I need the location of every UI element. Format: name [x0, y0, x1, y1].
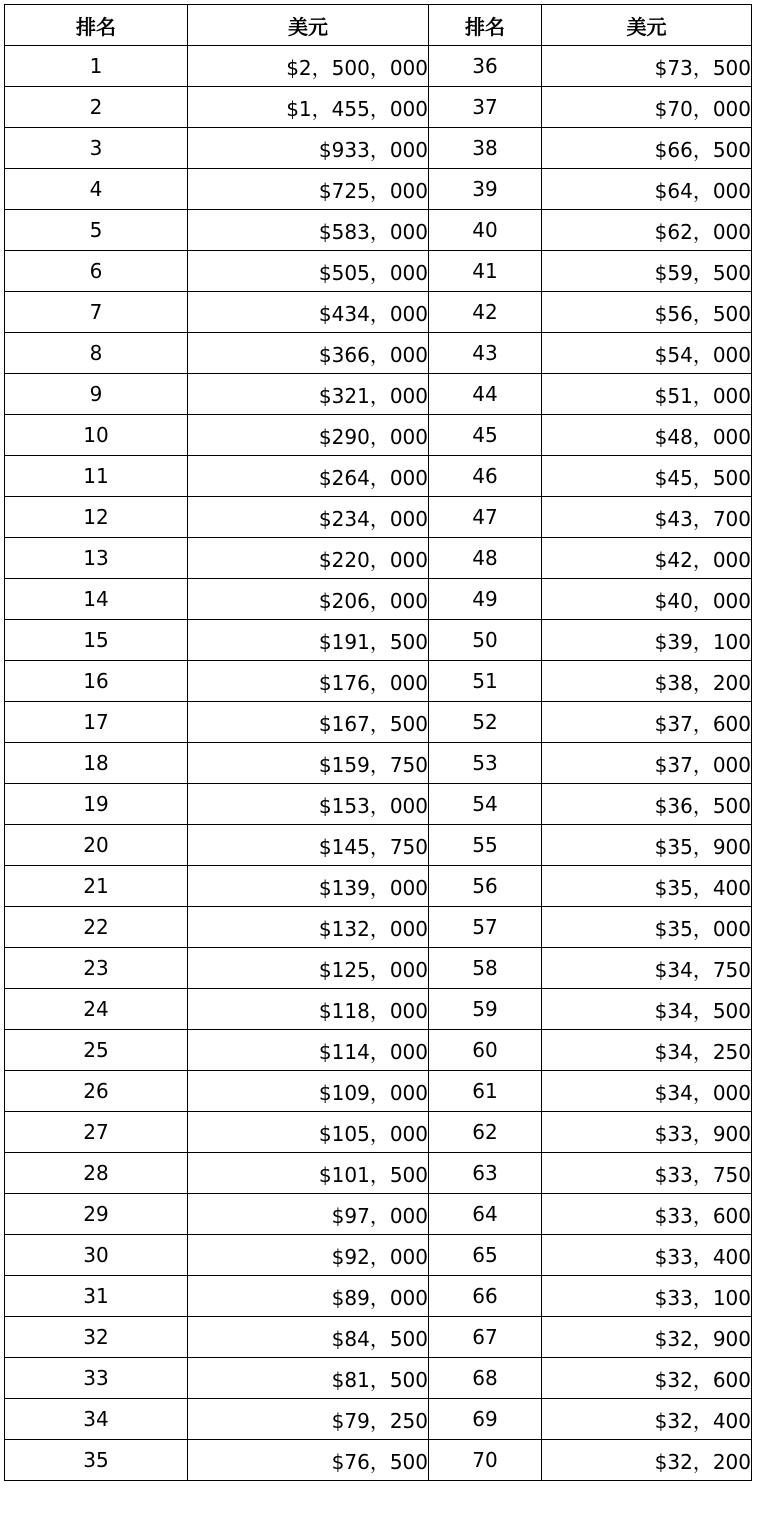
table-row [5, 702, 752, 743]
amount-cell-right: $32，400 [542, 1399, 752, 1440]
amount-cell-right: $34，250 [542, 1030, 752, 1071]
amount-cell-right: $33，750 [542, 1153, 752, 1194]
amount-cell-left: $321，000 [188, 374, 429, 415]
amount-cell-left: $145，750 [188, 825, 429, 866]
amount-cell-right: $35，400 [542, 866, 752, 907]
amount-cell-left: $2，500，000 [188, 46, 429, 87]
rank-cell-left: 17 [5, 702, 188, 743]
rank-cell-right: 42 [429, 292, 542, 333]
table-row [5, 743, 752, 784]
amount-cell-left: $81，500 [188, 1358, 429, 1399]
rank-cell-right: 54 [429, 784, 542, 825]
rank-cell-left: 18 [5, 743, 188, 784]
amount-cell-left: $234，000 [188, 497, 429, 538]
amount-cell-left: $97，000 [188, 1194, 429, 1235]
prize-table [4, 4, 752, 1481]
rank-cell-left: 4 [5, 169, 188, 210]
table-row [5, 333, 752, 374]
rank-cell-right: 63 [429, 1153, 542, 1194]
amount-cell-left: $725，000 [188, 169, 429, 210]
rank-cell-right: 56 [429, 866, 542, 907]
rank-cell-left: 6 [5, 251, 188, 292]
rank-cell-right: 59 [429, 989, 542, 1030]
table-row [5, 825, 752, 866]
table-row [5, 1071, 752, 1112]
amount-cell-right: $37，600 [542, 702, 752, 743]
header-row [5, 5, 752, 46]
rank-cell-right: 37 [429, 87, 542, 128]
rank-cell-left: 15 [5, 620, 188, 661]
rank-cell-left: 26 [5, 1071, 188, 1112]
table-row [5, 1030, 752, 1071]
amount-cell-left: $118，000 [188, 989, 429, 1030]
amount-cell-right: $62，000 [542, 210, 752, 251]
table-row [5, 1276, 752, 1317]
rank-cell-left: 16 [5, 661, 188, 702]
rank-cell-right: 36 [429, 46, 542, 87]
rank-cell-right: 45 [429, 415, 542, 456]
table-row [5, 1399, 752, 1440]
rank-cell-right: 65 [429, 1235, 542, 1276]
amount-cell-left: $84，500 [188, 1317, 429, 1358]
rank-cell-right: 43 [429, 333, 542, 374]
rank-cell-right: 66 [429, 1276, 542, 1317]
amount-cell-right: $45，500 [542, 456, 752, 497]
amount-cell-right: $32，200 [542, 1440, 752, 1481]
table-header [5, 5, 752, 46]
rank-cell-left: 3 [5, 128, 188, 169]
table-row [5, 948, 752, 989]
rank-cell-right: 50 [429, 620, 542, 661]
rank-cell-left: 19 [5, 784, 188, 825]
rank-cell-right: 51 [429, 661, 542, 702]
amount-cell-right: $59，500 [542, 251, 752, 292]
table-row [5, 661, 752, 702]
rank-cell-left: 11 [5, 456, 188, 497]
amount-cell-left: $153，000 [188, 784, 429, 825]
table-row [5, 1317, 752, 1358]
table-row [5, 292, 752, 333]
table-row [5, 169, 752, 210]
amount-cell-left: $290，000 [188, 415, 429, 456]
amount-cell-left: $76，500 [188, 1440, 429, 1481]
amount-cell-left: $92，000 [188, 1235, 429, 1276]
amount-header-left: 美元 [188, 5, 429, 46]
amount-cell-left: $79，250 [188, 1399, 429, 1440]
amount-cell-left: $206，000 [188, 579, 429, 620]
amount-cell-left: $366，000 [188, 333, 429, 374]
rank-cell-right: 70 [429, 1440, 542, 1481]
rank-cell-left: 14 [5, 579, 188, 620]
rank-cell-left: 20 [5, 825, 188, 866]
rank-cell-right: 58 [429, 948, 542, 989]
amount-cell-right: $73，500 [542, 46, 752, 87]
amount-cell-right: $34，750 [542, 948, 752, 989]
rank-cell-right: 67 [429, 1317, 542, 1358]
table-row [5, 415, 752, 456]
table-row [5, 1358, 752, 1399]
rank-cell-left: 23 [5, 948, 188, 989]
rank-cell-right: 53 [429, 743, 542, 784]
amount-cell-left: $159，750 [188, 743, 429, 784]
rank-cell-right: 68 [429, 1358, 542, 1399]
rank-cell-right: 69 [429, 1399, 542, 1440]
rank-cell-right: 52 [429, 702, 542, 743]
amount-cell-left: $101，500 [188, 1153, 429, 1194]
amount-cell-right: $34，000 [542, 1071, 752, 1112]
table-row [5, 1112, 752, 1153]
amount-cell-right: $38，200 [542, 661, 752, 702]
amount-cell-right: $32，600 [542, 1358, 752, 1399]
amount-cell-left: $1，455，000 [188, 87, 429, 128]
amount-cell-left: $434，000 [188, 292, 429, 333]
rank-cell-left: 5 [5, 210, 188, 251]
amount-cell-left: $132，000 [188, 907, 429, 948]
table-row [5, 538, 752, 579]
amount-cell-right: $37，000 [542, 743, 752, 784]
amount-cell-right: $36，500 [542, 784, 752, 825]
amount-cell-left: $583，000 [188, 210, 429, 251]
rank-cell-right: 41 [429, 251, 542, 292]
table-row [5, 907, 752, 948]
amount-cell-right: $51，000 [542, 374, 752, 415]
table-row [5, 866, 752, 907]
table-row [5, 1153, 752, 1194]
amount-cell-right: $33，100 [542, 1276, 752, 1317]
rank-cell-left: 13 [5, 538, 188, 579]
amount-cell-left: $264，000 [188, 456, 429, 497]
rank-cell-right: 64 [429, 1194, 542, 1235]
table-row [5, 620, 752, 661]
rank-cell-left: 2 [5, 87, 188, 128]
amount-cell-right: $40，000 [542, 579, 752, 620]
table-body [5, 46, 752, 1481]
table-row [5, 128, 752, 169]
amount-cell-right: $39，100 [542, 620, 752, 661]
table-row [5, 989, 752, 1030]
amount-cell-right: $42，000 [542, 538, 752, 579]
rank-cell-left: 24 [5, 989, 188, 1030]
amount-cell-left: $505，000 [188, 251, 429, 292]
rank-cell-left: 12 [5, 497, 188, 538]
rank-cell-right: 61 [429, 1071, 542, 1112]
table-row [5, 456, 752, 497]
rank-cell-left: 34 [5, 1399, 188, 1440]
rank-cell-right: 47 [429, 497, 542, 538]
rank-cell-left: 29 [5, 1194, 188, 1235]
rank-cell-left: 33 [5, 1358, 188, 1399]
amount-cell-right: $33，900 [542, 1112, 752, 1153]
amount-cell-right: $33，600 [542, 1194, 752, 1235]
rank-header-left: 排名 [5, 5, 188, 46]
rank-cell-right: 44 [429, 374, 542, 415]
table-row [5, 579, 752, 620]
amount-cell-right: $33，400 [542, 1235, 752, 1276]
rank-cell-right: 49 [429, 579, 542, 620]
rank-cell-left: 21 [5, 866, 188, 907]
rank-cell-left: 9 [5, 374, 188, 415]
amount-cell-left: $125，000 [188, 948, 429, 989]
amount-cell-left: $167，500 [188, 702, 429, 743]
rank-cell-right: 62 [429, 1112, 542, 1153]
rank-cell-left: 30 [5, 1235, 188, 1276]
rank-cell-left: 28 [5, 1153, 188, 1194]
amount-cell-right: $54，000 [542, 333, 752, 374]
amount-cell-left: $933，000 [188, 128, 429, 169]
table-row [5, 1194, 752, 1235]
rank-cell-left: 31 [5, 1276, 188, 1317]
rank-cell-left: 35 [5, 1440, 188, 1481]
table-row [5, 784, 752, 825]
table-row [5, 1440, 752, 1481]
table-row [5, 87, 752, 128]
rank-cell-right: 40 [429, 210, 542, 251]
rank-cell-left: 25 [5, 1030, 188, 1071]
table-row [5, 497, 752, 538]
rank-cell-right: 39 [429, 169, 542, 210]
amount-cell-right: $66，500 [542, 128, 752, 169]
rank-cell-left: 8 [5, 333, 188, 374]
amount-cell-left: $176，000 [188, 661, 429, 702]
amount-cell-left: $191，500 [188, 620, 429, 661]
amount-cell-right: $35，000 [542, 907, 752, 948]
amount-cell-left: $139，000 [188, 866, 429, 907]
table-row [5, 251, 752, 292]
rank-cell-left: 22 [5, 907, 188, 948]
amount-cell-right: $48，000 [542, 415, 752, 456]
rank-header-right: 排名 [429, 5, 542, 46]
amount-cell-right: $32，900 [542, 1317, 752, 1358]
table-row [5, 210, 752, 251]
amount-cell-right: $70，000 [542, 87, 752, 128]
amount-cell-right: $35，900 [542, 825, 752, 866]
rank-cell-left: 10 [5, 415, 188, 456]
rank-cell-left: 27 [5, 1112, 188, 1153]
table-row [5, 374, 752, 415]
rank-cell-right: 57 [429, 907, 542, 948]
table-row [5, 1235, 752, 1276]
amount-cell-left: $109，000 [188, 1071, 429, 1112]
amount-cell-left: $105，000 [188, 1112, 429, 1153]
table-row [5, 46, 752, 87]
rank-cell-right: 48 [429, 538, 542, 579]
amount-header-right: 美元 [542, 5, 752, 46]
rank-cell-left: 7 [5, 292, 188, 333]
amount-cell-right: $64，000 [542, 169, 752, 210]
rank-cell-right: 38 [429, 128, 542, 169]
rank-cell-right: 60 [429, 1030, 542, 1071]
amount-cell-left: $89，000 [188, 1276, 429, 1317]
amount-cell-right: $43，700 [542, 497, 752, 538]
rank-cell-right: 46 [429, 456, 542, 497]
rank-cell-left: 32 [5, 1317, 188, 1358]
amount-cell-left: $220，000 [188, 538, 429, 579]
amount-cell-left: $114，000 [188, 1030, 429, 1071]
amount-cell-right: $56，500 [542, 292, 752, 333]
rank-cell-left: 1 [5, 46, 188, 87]
amount-cell-right: $34，500 [542, 989, 752, 1030]
rank-cell-right: 55 [429, 825, 542, 866]
